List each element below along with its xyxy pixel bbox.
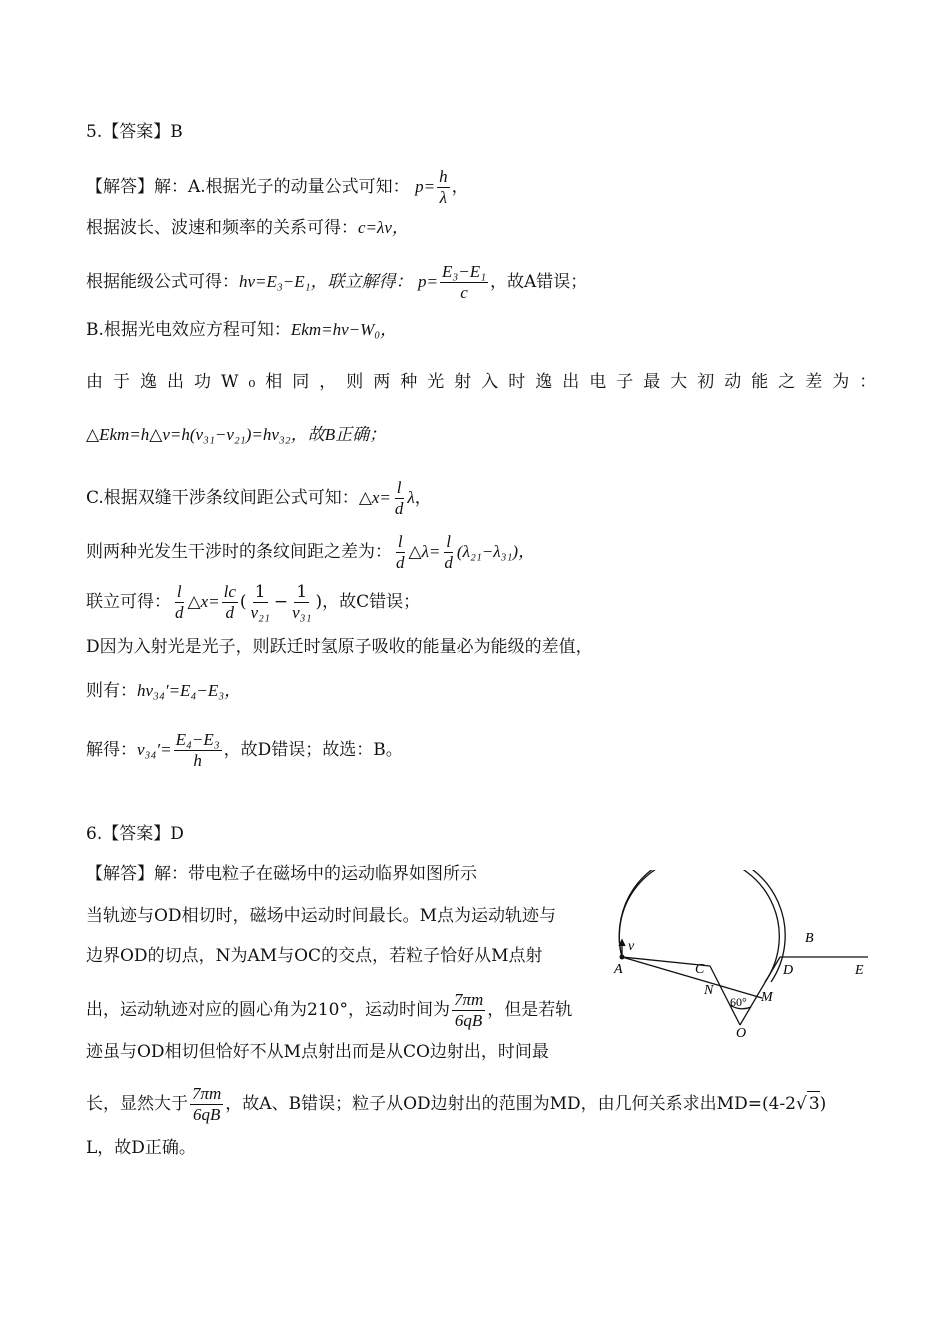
q5-line-9: 联立可得： $\frac{l}{d}$ △x= $\frac{lc}{d}$ ( $\frac{1}{\text{ν₂₁}}$ − $\frac{1}{\text{ν₃₁}}$ )，故C错误；	[86, 582, 421, 622]
label-c: C	[695, 962, 705, 977]
segment-od	[740, 957, 780, 1025]
q5-line-10: D因为入射光是光子，则跃迁时氢原子吸收的能量必为能级的差值，	[86, 637, 593, 657]
label-b: B	[805, 931, 814, 946]
label-e: E	[855, 963, 864, 978]
q6-line-6: 长，显然大于 $\frac{7\pi m}{6qB}$ ，故A、B错误；粒子从OD边射出的范围为MD，由几何关系求出MD=(4-2√ 3)	[86, 1084, 827, 1124]
q5-line-7: C.根据双缝干涉条纹间距公式可知：△x= $\frac{l}{d}$ λ，	[86, 478, 432, 518]
label-m: M	[761, 990, 773, 1005]
trajectory-figure	[600, 870, 880, 1045]
q6-line-1: 【解答】解：带电粒子在磁场中的运动临界如图所示	[86, 864, 477, 884]
fringe-fraction: $\frac{l}{d}$	[394, 478, 404, 518]
label-v: v	[628, 939, 635, 954]
time-fraction: $\frac{7\pi m}{6qB}$	[453, 990, 484, 1030]
q5-line-8: 则两种光发生干涉时的条纹间距之差为： $\frac{l}{d}$ △λ= $\frac{l}{d}$ (λ₂₁−λ₃₁)，	[86, 532, 536, 572]
label-angle: 60°	[730, 995, 747, 1009]
q5-answer-heading: 5.【答案】B	[86, 122, 183, 142]
q5-line-12: 解得：ν₃₄′= $\frac{\text{E₄−E₃}}{h}$ ，故D错误；故选：B。	[86, 730, 403, 770]
energy-fraction: $\frac{\text{E₃−E₁}}{c}$	[441, 262, 487, 302]
momentum-fraction: $\frac{h}{\lambda}$	[439, 167, 448, 207]
q5-line-4: B.根据光电效应方程可知：Ekm=hν−W₀，	[86, 320, 398, 340]
label-n: N	[704, 983, 714, 998]
q6-line-3: 边界OD的切点，N为AM与OC的交点，若粒子恰好从M点射	[86, 946, 543, 966]
label-a: A	[614, 962, 623, 977]
q5-line-1: 【解答】解：A.根据光子的动量公式可知： p= $\frac{h}{\lambda}$ ，	[86, 167, 469, 207]
q5-line-6: △Ekm=h△ν=h(ν₃₁−ν₂₁)=hν₃₂，故B正确；	[86, 425, 387, 444]
q6-line-5: 迹虽与OD相切但恰好不从M点射出而是从CO边射出，时间最	[86, 1042, 549, 1062]
q5-line-3: 根据能级公式可得：hν=E₃−E₁，联立解得： p= $\frac{\text{E₃−E₁}}{c}$ ，故A错误；	[86, 262, 588, 302]
q6-line-4: 出，运动轨迹对应的圆心角为210°，运动时间为 $\frac{7\pi m}{6qB}$ ，但是若轨	[86, 990, 573, 1030]
q6-line-2: 当轨迹与OD相切时，磁场中运动时间最长。M点为运动轨迹与	[86, 906, 556, 926]
frequency-fraction: $\frac{\text{E₄−E₃}}{h}$	[175, 730, 220, 770]
q6-line-7: L，故D正确。	[86, 1138, 196, 1158]
q5-solution-label: 【解答】	[86, 177, 154, 197]
label-d: D	[783, 963, 794, 978]
q5-line-5: 由于逸出功W₀相同，则两种光射入时逸出电子最大初动能之差为：	[86, 372, 887, 392]
q5-line-2: 根据波长、波速和频率的关系可得：c=λν，	[86, 218, 409, 238]
label-o: O	[736, 1026, 747, 1041]
segment-am	[622, 957, 762, 998]
q5-line-11: 则有：hν₃₄′=E₄−E₃，	[86, 681, 242, 701]
q6-answer-heading: 6.【答案】D	[86, 824, 184, 844]
